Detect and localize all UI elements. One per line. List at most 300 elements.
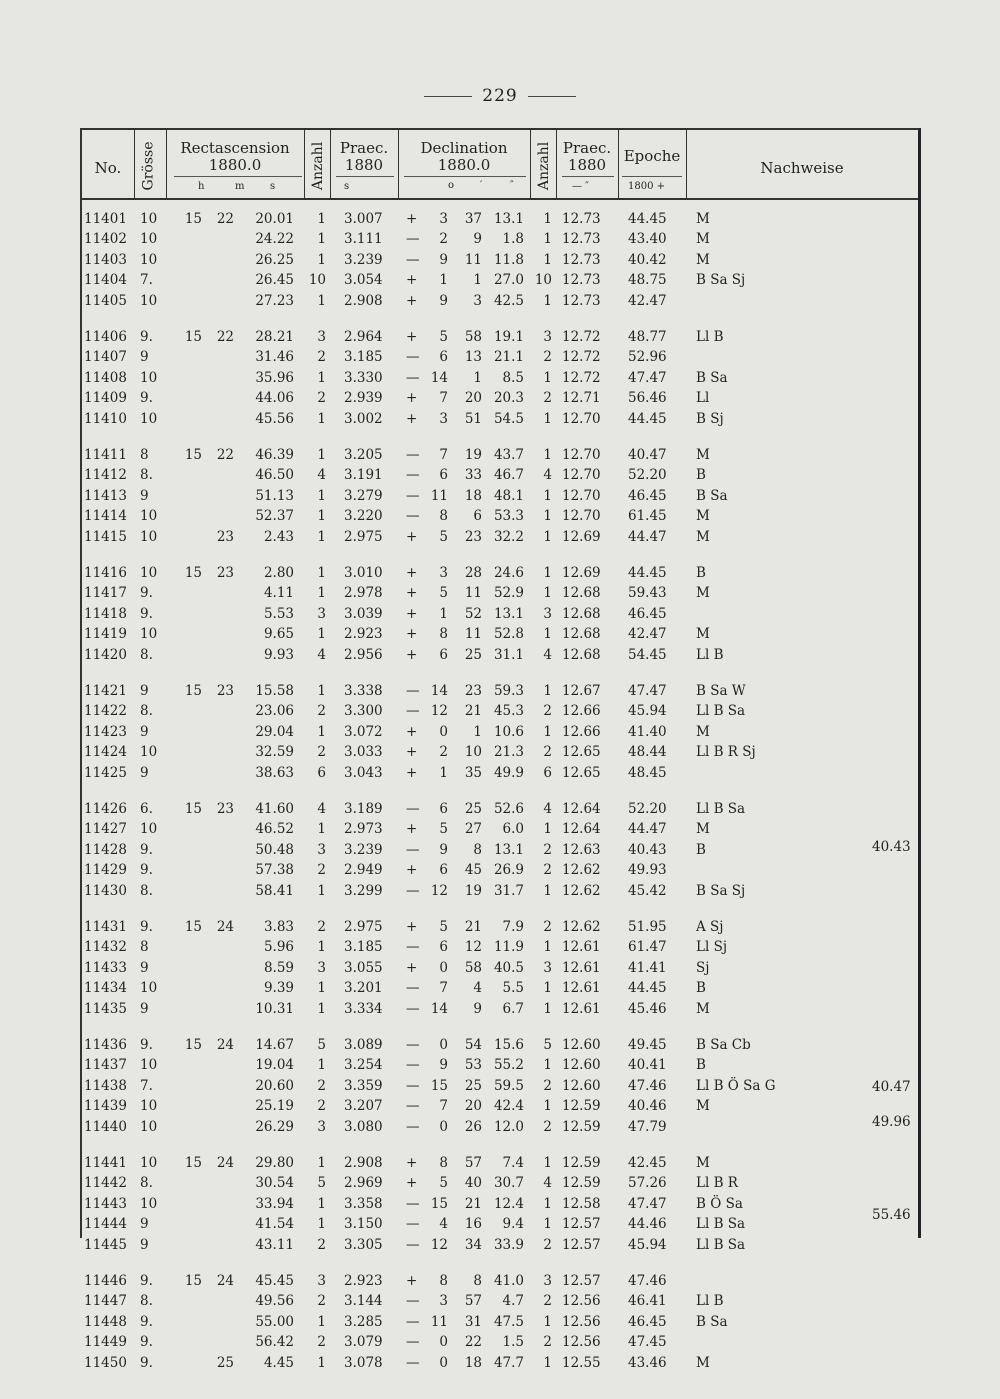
- magnitude: 9.: [140, 919, 153, 935]
- decl-degrees: 14: [430, 1000, 448, 1017]
- decl-degrees: 7: [439, 980, 448, 997]
- count-decl: 1: [543, 251, 552, 268]
- table-row: [82, 369, 918, 387]
- ra-seconds: 35.96: [255, 369, 294, 386]
- decl-degrees: 8: [439, 1155, 448, 1171]
- star-number: 11416: [84, 565, 127, 581]
- header-praec-2: Praec.: [562, 139, 612, 157]
- decl-degrees: 5: [439, 821, 448, 838]
- decl-sign: +: [406, 821, 418, 838]
- header-nachweise: Nachweise: [760, 159, 844, 177]
- magnitude: 10: [140, 1118, 158, 1135]
- header-decl-min: ′: [480, 180, 483, 191]
- star-number: 11404: [84, 272, 127, 289]
- count-ra: 3: [317, 605, 326, 622]
- decl-seconds: 43.7: [493, 447, 524, 463]
- precession-decl: 12.60: [562, 1057, 601, 1074]
- count-ra: 1: [317, 1216, 326, 1233]
- table-row: [82, 918, 918, 936]
- decl-seconds: 21.1: [493, 349, 524, 366]
- epoch: 52.20: [628, 467, 667, 484]
- magnitude: 10: [140, 231, 158, 248]
- count-ra: 5: [317, 1037, 326, 1053]
- decl-seconds: 10.6: [493, 723, 524, 740]
- decl-seconds: 13.1: [493, 605, 524, 622]
- count-ra: 3: [317, 841, 326, 858]
- precession-ra: 3.039: [344, 605, 383, 622]
- count-ra: 1: [317, 410, 326, 427]
- decl-sign: —: [406, 801, 420, 817]
- star-number: 11407: [84, 349, 127, 366]
- magnitude: 9.: [140, 1334, 153, 1351]
- magnitude: 10: [140, 369, 158, 386]
- references: M: [696, 1098, 710, 1115]
- ra-seconds: 4.45: [263, 1354, 294, 1371]
- references: B Sa: [696, 487, 728, 504]
- star-number: 11438: [84, 1077, 127, 1094]
- decl-minutes: 11: [464, 626, 482, 643]
- star-number: 11446: [84, 1273, 127, 1289]
- epoch: 54.45: [628, 646, 667, 663]
- references: Sj: [696, 959, 710, 976]
- precession-ra: 2.949: [344, 862, 383, 879]
- count-decl: 1: [543, 487, 552, 504]
- precession-ra: 3.254: [344, 1057, 383, 1074]
- decl-seconds: 6.7: [502, 1000, 524, 1017]
- references: Ll B: [696, 1293, 724, 1310]
- precession-ra: 3.078: [344, 1354, 383, 1371]
- ra-seconds: 27.23: [255, 292, 294, 309]
- decl-minutes: 25: [464, 801, 482, 817]
- star-number: 11444: [84, 1216, 127, 1233]
- precession-ra: 3.285: [344, 1313, 383, 1330]
- count-decl: 1: [543, 939, 552, 956]
- decl-minutes: 8: [473, 1273, 482, 1289]
- count-decl: 1: [543, 410, 552, 427]
- table-row: [82, 938, 918, 956]
- count-ra: 1: [317, 292, 326, 309]
- ra-seconds: 9.65: [263, 626, 294, 643]
- star-number: 11417: [84, 585, 127, 602]
- decl-seconds: 4.7: [502, 1293, 524, 1310]
- magnitude: 9.: [140, 390, 153, 407]
- count-decl: 2: [543, 1293, 552, 1310]
- ra-seconds: 33.94: [255, 1195, 294, 1212]
- decl-sign: —: [406, 841, 420, 858]
- decl-sign: +: [406, 1155, 418, 1171]
- precession-ra: 2.956: [344, 646, 383, 663]
- precession-ra: 3.359: [344, 1077, 383, 1094]
- magnitude: 9.: [140, 585, 153, 602]
- ra-seconds: 46.39: [255, 447, 294, 463]
- decl-minutes: 23: [464, 683, 482, 699]
- precession-ra: 2.923: [344, 1273, 383, 1289]
- header-groesse: Grösse: [140, 141, 157, 191]
- precession-decl: 12.62: [562, 882, 601, 899]
- star-number: 11432: [84, 939, 127, 956]
- header-epoche-sub: 1800 +: [628, 181, 666, 192]
- count-decl: 1: [543, 447, 552, 463]
- header-decl-sec: ″: [510, 180, 514, 191]
- ra-seconds: 2.80: [263, 565, 294, 581]
- epoch: 47.47: [628, 369, 667, 386]
- header-divider: [530, 130, 531, 198]
- precession-ra: 3.205: [344, 447, 383, 463]
- header-ra-s: s: [270, 181, 276, 192]
- precession-decl: 12.57: [562, 1216, 601, 1233]
- count-ra: 1: [317, 626, 326, 643]
- references: Ll Sj: [696, 939, 728, 956]
- decl-minutes: 23: [464, 528, 482, 545]
- decl-degrees: 6: [439, 467, 448, 484]
- decl-degrees: 3: [439, 1293, 448, 1310]
- decl-minutes: 58: [464, 329, 482, 345]
- precession-decl: 12.60: [562, 1037, 601, 1053]
- decl-degrees: 6: [439, 349, 448, 366]
- precession-decl: 12.64: [562, 821, 601, 838]
- decl-seconds: 48.1: [493, 487, 524, 504]
- epoch: 46.45: [628, 487, 667, 504]
- count-decl: 5: [543, 1037, 552, 1053]
- precession-decl: 12.56: [562, 1334, 601, 1351]
- count-decl: 3: [543, 959, 552, 976]
- magnitude: 8.: [140, 467, 153, 484]
- table-row: [82, 348, 918, 366]
- table-row: [82, 1056, 918, 1074]
- count-decl: 2: [543, 862, 552, 879]
- table-row: [82, 389, 918, 407]
- decl-minutes: 58: [464, 959, 482, 976]
- decl-degrees: 0: [439, 1118, 448, 1135]
- count-decl: 1: [543, 1313, 552, 1330]
- margin-note: 40.47: [872, 1078, 911, 1095]
- count-ra: 10: [308, 272, 326, 289]
- references: M: [696, 211, 710, 227]
- precession-decl: 12.59: [562, 1175, 601, 1192]
- precession-ra: 2.908: [344, 292, 383, 309]
- precession-ra: 3.007: [344, 211, 383, 227]
- decl-sign: —: [406, 1236, 420, 1253]
- references: Ll B: [696, 646, 724, 663]
- precession-ra: 3.002: [344, 410, 383, 427]
- decl-minutes: 54: [464, 1037, 482, 1053]
- precession-decl: 12.73: [562, 251, 601, 268]
- decl-seconds: 21.3: [493, 744, 524, 761]
- ra-seconds: 14.67: [255, 1037, 294, 1053]
- table-row: [82, 1154, 918, 1172]
- precession-ra: 3.239: [344, 251, 383, 268]
- decl-degrees: 15: [430, 1195, 448, 1212]
- decl-degrees: 0: [439, 959, 448, 976]
- magnitude: 6.: [140, 801, 153, 817]
- precession-decl: 12.72: [562, 369, 601, 386]
- decl-sign: —: [406, 1334, 420, 1351]
- star-number: 11402: [84, 231, 127, 248]
- count-decl: 1: [543, 1000, 552, 1017]
- magnitude: 9: [140, 683, 149, 699]
- count-decl: 6: [543, 764, 552, 781]
- count-ra: 4: [317, 467, 326, 484]
- decl-sign: —: [406, 1293, 420, 1310]
- references: Ll B Ö Sa G: [696, 1077, 776, 1094]
- star-number: 11412: [84, 467, 127, 484]
- ra-seconds: 45.56: [255, 410, 294, 427]
- table-row: [82, 838, 918, 859]
- header-epoche-rule: [622, 176, 682, 177]
- references: Ll: [696, 390, 710, 407]
- star-number: 11450: [84, 1354, 127, 1371]
- decl-minutes: 35: [464, 764, 482, 781]
- header-declination: Declination: [420, 139, 508, 157]
- star-number: 11447: [84, 1293, 127, 1310]
- decl-sign: —: [406, 1354, 420, 1371]
- decl-seconds: 12.0: [493, 1118, 524, 1135]
- table-row: [82, 743, 918, 761]
- epoch: 48.75: [628, 272, 667, 289]
- count-ra: 3: [317, 1118, 326, 1135]
- count-decl: 1: [543, 980, 552, 997]
- decl-degrees: 12: [430, 703, 448, 720]
- epoch: 46.45: [628, 1313, 667, 1330]
- margin-note: 49.96: [872, 1113, 911, 1130]
- references: Ll B Sa: [696, 1216, 746, 1233]
- magnitude: 9: [140, 1236, 149, 1253]
- table-row: [82, 410, 918, 428]
- header-epoche: Epoche: [623, 147, 681, 165]
- decl-seconds: 15.6: [493, 1037, 524, 1053]
- count-decl: 1: [543, 1098, 552, 1115]
- epoch: 43.40: [628, 231, 667, 248]
- ra-minutes: 24: [216, 1037, 234, 1053]
- decl-sign: —: [406, 683, 420, 699]
- references: M: [696, 231, 710, 248]
- precession-decl: 12.69: [562, 528, 601, 545]
- precession-ra: 3.239: [344, 841, 383, 858]
- star-number: 11437: [84, 1057, 127, 1074]
- decl-minutes: 10: [464, 744, 482, 761]
- epoch: 59.43: [628, 585, 667, 602]
- count-decl: 2: [543, 1236, 552, 1253]
- decl-degrees: 6: [439, 939, 448, 956]
- ra-seconds: 28.21: [255, 329, 294, 345]
- magnitude: 9: [140, 764, 149, 781]
- precession-decl: 12.68: [562, 585, 601, 602]
- star-number: 11428: [84, 841, 127, 858]
- decl-seconds: 7.9: [502, 919, 524, 935]
- precession-decl: 12.62: [562, 919, 601, 935]
- decl-sign: +: [406, 528, 418, 545]
- decl-degrees: 5: [439, 1175, 448, 1192]
- table-row: [82, 230, 918, 248]
- decl-minutes: 18: [464, 1354, 482, 1371]
- count-ra: 3: [317, 329, 326, 345]
- decl-seconds: 52.9: [493, 585, 524, 602]
- star-number: 11409: [84, 390, 127, 407]
- decl-degrees: 9: [439, 1057, 448, 1074]
- decl-degrees: 2: [439, 744, 448, 761]
- epoch: 44.45: [628, 980, 667, 997]
- references: M: [696, 447, 710, 463]
- precession-decl: 12.69: [562, 565, 601, 581]
- count-decl: 1: [543, 626, 552, 643]
- precession-decl: 12.61: [562, 959, 601, 976]
- star-number: 11418: [84, 605, 127, 622]
- references: B: [696, 467, 706, 484]
- count-ra: 1: [317, 683, 326, 699]
- precession-decl: 12.62: [562, 862, 601, 879]
- magnitude: 9: [140, 487, 149, 504]
- references: M: [696, 821, 710, 838]
- decl-minutes: 13: [464, 349, 482, 366]
- count-decl: 2: [543, 919, 552, 935]
- epoch: 49.93: [628, 862, 667, 879]
- precession-ra: 3.055: [344, 959, 383, 976]
- precession-ra: 3.010: [344, 565, 383, 581]
- ra-minutes: 22: [216, 447, 234, 463]
- decl-sign: —: [406, 231, 420, 248]
- ra-seconds: 29.80: [255, 1155, 294, 1171]
- star-number: 11434: [84, 980, 127, 997]
- table-row: [82, 1097, 918, 1115]
- decl-seconds: 19.1: [493, 329, 524, 345]
- references: Ll B Sa: [696, 1236, 746, 1253]
- decl-degrees: 8: [439, 508, 448, 525]
- precession-ra: 3.089: [344, 1037, 383, 1053]
- decl-degrees: 0: [439, 1037, 448, 1053]
- ra-seconds: 2.43: [263, 528, 294, 545]
- ra-seconds: 25.19: [255, 1098, 294, 1115]
- precession-decl: 12.70: [562, 447, 601, 463]
- magnitude: 10: [140, 821, 158, 838]
- precession-ra: 3.079: [344, 1334, 383, 1351]
- ra-seconds: 41.54: [255, 1216, 294, 1233]
- decl-minutes: 33: [464, 467, 482, 484]
- count-decl: 1: [543, 1195, 552, 1212]
- decl-seconds: 6.0: [502, 821, 524, 838]
- precession-ra: 3.111: [344, 231, 383, 248]
- ra-hours: 15: [184, 801, 202, 817]
- decl-sign: +: [406, 410, 418, 427]
- star-number: 11411: [84, 447, 127, 463]
- table-header: [82, 130, 918, 200]
- ra-seconds: 49.56: [255, 1293, 294, 1310]
- magnitude: 10: [140, 211, 158, 227]
- decl-minutes: 22: [464, 1334, 482, 1351]
- epoch: 41.40: [628, 723, 667, 740]
- decl-sign: +: [406, 605, 418, 622]
- table-row: [82, 528, 918, 546]
- decl-degrees: 9: [439, 251, 448, 268]
- decl-minutes: 9: [473, 1000, 482, 1017]
- decl-seconds: 31.7: [493, 882, 524, 899]
- decl-degrees: 0: [439, 723, 448, 740]
- magnitude: 9.: [140, 841, 153, 858]
- decl-minutes: 4: [473, 980, 482, 997]
- decl-seconds: 12.4: [493, 1195, 524, 1212]
- precession-ra: 2.975: [344, 528, 383, 545]
- precession-ra: 3.358: [344, 1195, 383, 1212]
- epoch: 47.46: [628, 1273, 667, 1289]
- decl-sign: +: [406, 626, 418, 643]
- ra-seconds: 45.45: [255, 1273, 294, 1289]
- ra-seconds: 9.39: [263, 980, 294, 997]
- star-number: 11445: [84, 1236, 127, 1253]
- ra-minutes: 23: [216, 683, 234, 699]
- precession-decl: 12.68: [562, 605, 601, 622]
- references: B Sa Sj: [696, 882, 746, 899]
- precession-ra: 3.054: [344, 272, 383, 289]
- decl-sign: +: [406, 329, 418, 345]
- decl-minutes: 28: [464, 565, 482, 581]
- magnitude: 10: [140, 1155, 158, 1171]
- decl-minutes: 8: [473, 841, 482, 858]
- ra-minutes: 24: [216, 919, 234, 935]
- table-row: [82, 1000, 918, 1018]
- decl-sign: +: [406, 1175, 418, 1192]
- count-ra: 1: [317, 528, 326, 545]
- epoch: 56.46: [628, 390, 667, 407]
- header-praec-1: Praec.: [339, 139, 389, 157]
- decl-sign: +: [406, 646, 418, 663]
- header-praec-2-unit: — ″: [572, 181, 589, 192]
- decl-seconds: 24.6: [493, 565, 524, 581]
- decl-sign: +: [406, 272, 418, 289]
- count-ra: 2: [317, 703, 326, 720]
- count-decl: 1: [543, 723, 552, 740]
- decl-minutes: 1: [473, 369, 482, 386]
- precession-decl: 12.59: [562, 1155, 601, 1171]
- ra-minutes: 23: [216, 565, 234, 581]
- count-ra: 1: [317, 882, 326, 899]
- precession-ra: 2.908: [344, 1155, 383, 1171]
- table-row: [82, 1195, 918, 1213]
- header-praec-2-rule: [562, 176, 614, 177]
- ra-seconds: 9.93: [263, 646, 294, 663]
- precession-ra: 3.334: [344, 1000, 383, 1017]
- count-ra: 1: [317, 251, 326, 268]
- precession-ra: 3.185: [344, 939, 383, 956]
- epoch: 61.45: [628, 508, 667, 525]
- count-decl: 1: [543, 1354, 552, 1371]
- references: M: [696, 1000, 710, 1017]
- star-number: 11414: [84, 508, 127, 525]
- decl-seconds: 42.4: [493, 1098, 524, 1115]
- decl-minutes: 19: [464, 882, 482, 899]
- decl-seconds: 45.3: [493, 703, 524, 720]
- magnitude: 9.: [140, 1354, 153, 1371]
- decl-minutes: 51: [464, 410, 482, 427]
- count-ra: 6: [317, 764, 326, 781]
- count-ra: 1: [317, 1195, 326, 1212]
- precession-ra: 3.080: [344, 1118, 383, 1135]
- precession-decl: 12.73: [562, 211, 601, 227]
- precession-decl: 12.59: [562, 1118, 601, 1135]
- ra-seconds: 44.06: [255, 390, 294, 407]
- decl-minutes: 12: [464, 939, 482, 956]
- count-ra: 1: [317, 1313, 326, 1330]
- decl-sign: —: [406, 251, 420, 268]
- star-number: 11420: [84, 646, 127, 663]
- decl-sign: —: [406, 1216, 420, 1233]
- header-praec-1-unit: s: [344, 181, 350, 192]
- precession-decl: 12.73: [562, 231, 601, 248]
- decl-minutes: 25: [464, 1077, 482, 1094]
- count-ra: 3: [317, 1273, 326, 1289]
- ra-seconds: 8.59: [263, 959, 294, 976]
- decl-sign: +: [406, 390, 418, 407]
- count-decl: 3: [543, 1273, 552, 1289]
- ra-hours: 15: [184, 447, 202, 463]
